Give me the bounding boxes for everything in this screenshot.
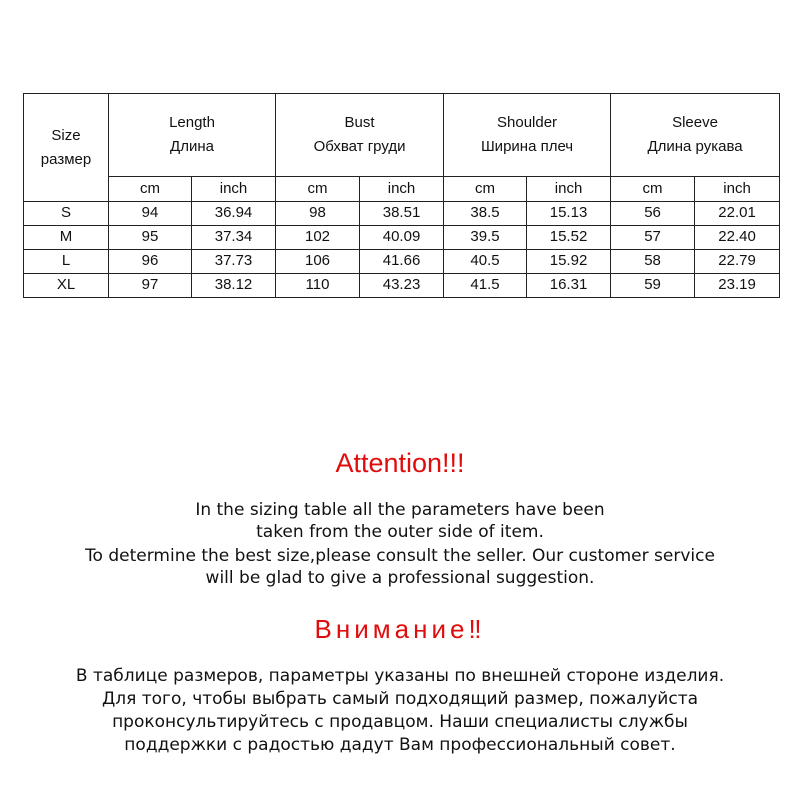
header-size-en: Size [51,126,81,144]
header-bust [276,94,444,177]
shoulder-cm-cell: 41.5 [444,274,527,298]
size-cell: M [24,226,109,250]
length-inch-cell: 36.94 [192,202,276,226]
bust-inch-cell: 38.51 [360,202,444,226]
sleeve-cm-cell: 56 [611,202,695,226]
shoulder-inch-cell: 16.31 [527,274,611,298]
header-bust-ru: Обхват груди [313,138,406,155]
unit-row [24,177,780,202]
unit-inch: inch [360,177,444,202]
sleeve-cm-cell: 59 [611,274,695,298]
header-length-en: Length [169,114,215,131]
bust-cm-cell: 106 [276,250,360,274]
header-row [24,94,780,177]
sleeve-inch-cell: 22.40 [695,226,780,250]
attention-line-2: taken from the outer side of item. [256,522,544,542]
header-size [24,94,109,202]
length-cm-cell: 97 [109,274,192,298]
header-sleeve-en: Sleeve [672,114,718,131]
length-cm-cell: 94 [109,202,192,226]
bust-cm-cell: 102 [276,226,360,250]
bust-inch-cell: 43.23 [360,274,444,298]
length-inch-cell: 37.73 [192,250,276,274]
length-cm-cell: 96 [109,250,192,274]
vnimanie-title: Внимание‼ [314,614,486,644]
sleeve-inch-cell: 23.19 [695,274,780,298]
bust-cm-cell: 98 [276,202,360,226]
shoulder-cm-cell: 39.5 [444,226,527,250]
vnimanie-line-1: В таблице размеров, параметры указаны по внешней стороне изделия. [75,666,725,686]
table-row [24,202,780,226]
header-shoulder [444,94,611,177]
vnimanie-line-4: поддержки с радостью дадут Вам профессиональный совет. [124,735,676,755]
unit-inch: inch [527,177,611,202]
attention-paragraph-2 [0,545,800,589]
attention-line-4: will be glad to give a professional suggestion. [205,568,595,588]
bust-inch-cell: 41.66 [360,250,444,274]
header-length-ru: Длина [170,138,214,155]
attention-title: Attention!!! [335,448,465,478]
bust-inch-cell: 40.09 [360,226,444,250]
shoulder-inch-cell: 15.13 [527,202,611,226]
header-size-ru: размер [40,150,92,168]
header-sleeve [611,94,780,177]
shoulder-cm-cell: 38.5 [444,202,527,226]
length-cm-cell: 95 [109,226,192,250]
table-row [24,274,780,298]
attention-paragraph-1 [0,499,800,543]
sleeve-inch-cell: 22.79 [695,250,780,274]
bust-cm-cell: 110 [276,274,360,298]
header-bust-en: Bust [344,114,375,131]
size-cell: L [24,250,109,274]
sleeve-cm-cell: 57 [611,226,695,250]
shoulder-inch-cell: 15.52 [527,226,611,250]
header-length [109,94,276,177]
table-row [24,226,780,250]
unit-cm: cm [276,177,360,202]
length-inch-cell: 38.12 [192,274,276,298]
sleeve-cm-cell: 58 [611,250,695,274]
header-sleeve-ru: Длина рукава [647,138,743,155]
shoulder-inch-cell: 15.92 [527,250,611,274]
header-shoulder-en: Shoulder [497,114,558,131]
size-cell: XL [24,274,109,298]
attention-line-3: To determine the best size,please consult the seller. Our customer service [85,546,715,566]
unit-cm: cm [109,177,192,202]
table-row [24,250,780,274]
attention-line-1: In the sizing table all the parameters have been [195,500,605,520]
unit-inch: inch [695,177,780,202]
size-cell: S [24,202,109,226]
vnimanie-paragraph [0,665,800,757]
unit-cm: cm [611,177,695,202]
vnimanie-line-2: Для того, чтобы выбрать самый подходящий размер, пожалуйста [101,689,699,709]
sleeve-inch-cell: 22.01 [695,202,780,226]
unit-cm: cm [444,177,527,202]
vnimanie-line-3: проконсультируйтесь с продавцом. Наши специалисты службы [112,712,688,732]
unit-inch: inch [192,177,276,202]
length-inch-cell: 37.34 [192,226,276,250]
header-shoulder-ru: Ширина плеч [480,138,574,155]
size-table [23,93,780,298]
shoulder-cm-cell: 40.5 [444,250,527,274]
